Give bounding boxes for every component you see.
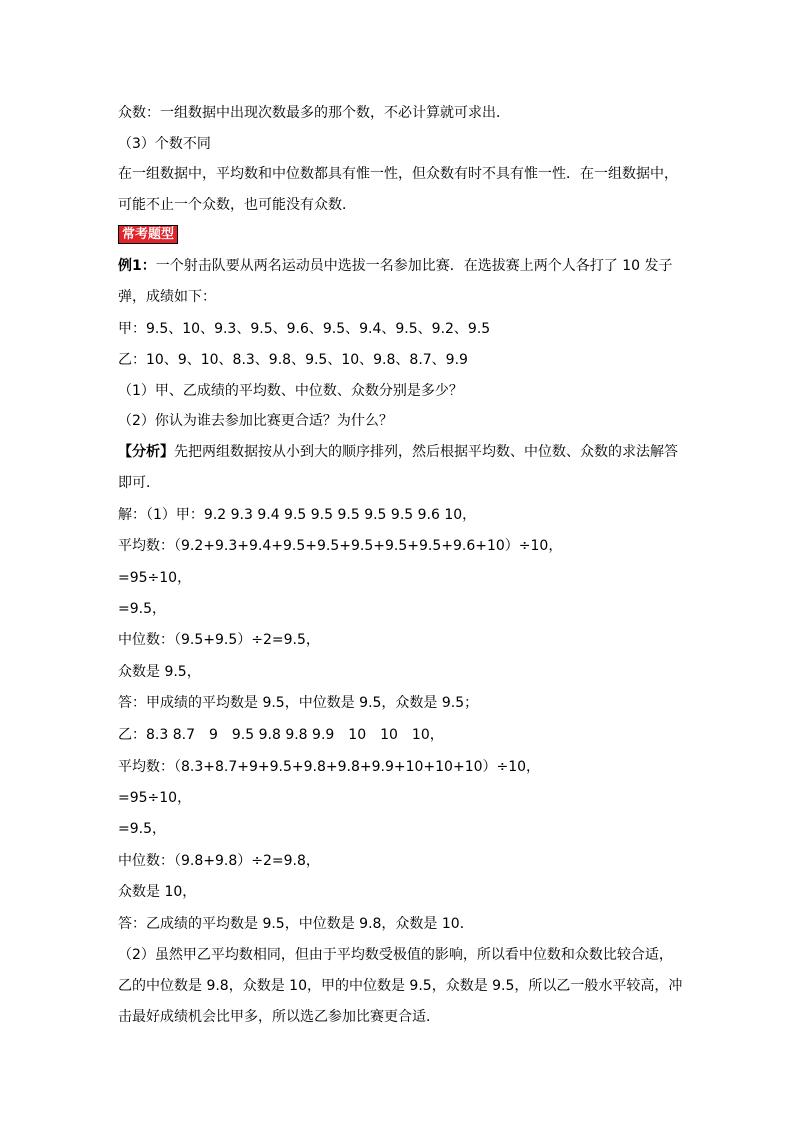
solution-line-4: =9.5， xyxy=(118,601,166,617)
solution-line-2: 平均数：（9.2+9.3+9.4+9.5+9.5+9.5+9.5+9.5+9.6+10）÷10， xyxy=(118,538,563,554)
example-text-2: 弹，成绩如下： xyxy=(118,289,216,305)
example-line-1 xyxy=(118,257,688,275)
question-1: （1）甲、乙成绩的平均数、中位数、众数分别是多少？ xyxy=(118,383,463,399)
point-3-heading: （3）个数不同 xyxy=(118,136,211,152)
example-label: 例1： xyxy=(118,258,156,274)
solution-line-3: =95÷10， xyxy=(118,570,192,586)
solution-line-9: 平均数：（8.3+8.7+9+9.5+9.8+9.8+9.9+10+10+10）÷10， xyxy=(118,759,541,775)
uniqueness-text-2: 可能不止一个众数，也可能没有众数． xyxy=(118,197,356,213)
solution-line-1: 解：（1）甲：9.2 9.3 9.4 9.5 9.5 9.5 9.5 9.5 9.6 10， xyxy=(118,507,477,523)
solution-line-12: 中位数：（9.8+9.8）÷2=9.8， xyxy=(118,853,320,869)
uniqueness-text-1: 在一组数据中，平均数和中位数都具有惟一性，但众数有时不具有惟一性．在一组数据中， xyxy=(118,166,678,182)
solution-line-8: 乙：8.3 8.7 9 9.5 9.8 9.8 9.9 10 10 10， xyxy=(118,727,444,743)
question-2: （2）你认为谁去参加比赛更合适？为什么？ xyxy=(118,413,393,429)
solution-line-13: 众数是 10， xyxy=(118,884,197,900)
part-2-line-2: 乙的中位数是 9.8，众数是 10，甲的中位数是 9.5，众数是 9.5，所以乙一般水平较高，冲 xyxy=(118,978,683,994)
analysis-text-1: 先把两组数据按从小到大的顺序排列，然后根据平均数、中位数、众数的求法解答 xyxy=(174,444,678,460)
solution-line-14: 答：乙成绩的平均数是 9.5，中位数是 9.8，众数是 10． xyxy=(118,916,474,932)
solution-line-7: 答：甲成绩的平均数是 9.5，中位数是 9.5，众数是 9.5； xyxy=(118,695,479,711)
jia-scores: 甲：9.5、10、9.3、9.5、9.6、9.5、9.4、9.5、9.2、9.5 xyxy=(118,321,491,337)
mode-definition: 众数：一组数据中出现次数最多的那个数，不必计算就可求出． xyxy=(118,105,510,121)
solution-line-6: 众数是 9.5， xyxy=(118,664,201,680)
yi-scores: 乙：10、9、10、8.3、9.8、9.5、10、9.8、8.7、9.9 xyxy=(118,352,468,368)
solution-line-5: 中位数：（9.5+9.5）÷2=9.5， xyxy=(118,632,320,648)
example-text-1: 一个射击队要从两名运动员中选拔一名参加比赛．在选拔赛上两个人各打了 10 发子 xyxy=(155,258,673,274)
analysis-text-2: 即可． xyxy=(118,475,160,491)
solution-line-10: =95÷10， xyxy=(118,790,192,806)
solution-line-11: =9.5， xyxy=(118,821,166,837)
part-2-line-3: 击最好成绩机会比甲多，所以选乙参加比赛更合适． xyxy=(118,1009,440,1025)
section-badge: 常考题型 xyxy=(118,225,178,244)
analysis-label: 【分析】 xyxy=(118,444,174,460)
analysis-line-1 xyxy=(118,443,688,461)
part-2-line-1: （2）虽然甲乙平均数相同，但由于平均数受极值的影响，所以看中位数和众数比较合适， xyxy=(118,947,673,963)
